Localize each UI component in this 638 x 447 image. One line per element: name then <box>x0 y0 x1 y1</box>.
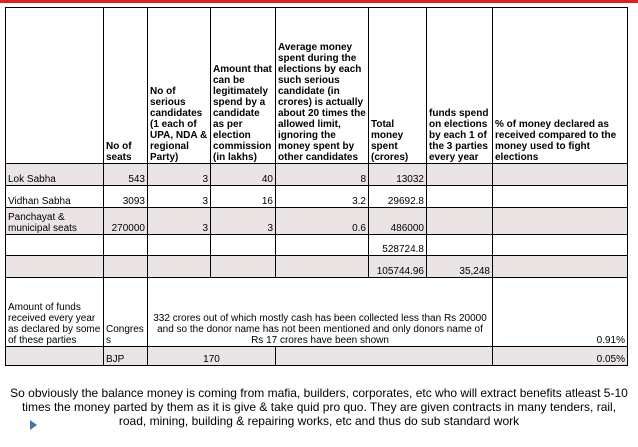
table-row-vidhan-sabha <box>6 186 628 208</box>
top-accent-bar <box>0 0 638 3</box>
percent-cell <box>493 208 628 235</box>
table-row-lok-sabha <box>6 164 628 186</box>
header-average-spend: Average money spent during the elections by each such serious candidate (in crores) is actually about 20 times the allowed limit, ignoring the money spent by other candidates <box>276 8 369 164</box>
funds-cell <box>427 235 493 256</box>
funds-value: 35,248 <box>427 256 493 278</box>
candidates-cell <box>148 256 211 278</box>
header-legit-amount: Amount that can be legitimately spend by a candidate as per election commission (in lakhs) <box>211 8 276 164</box>
percent-cell <box>493 235 628 256</box>
header-blank <box>6 8 104 164</box>
average-value: 3.2 <box>276 186 369 208</box>
congress-note: 332 crores out of which mostly cash has been collected less than Rs 20000 and so the donor name has not been mentioned and only donors name of Rs 17 crores have been shown <box>148 278 493 347</box>
candidates-value: 3 <box>148 164 211 186</box>
percent-cell <box>493 164 628 186</box>
total-value: 486000 <box>369 208 427 235</box>
seats-cell <box>104 235 148 256</box>
candidates-value: 3 <box>148 186 211 208</box>
row-label: Vidhan Sabha <box>6 186 104 208</box>
party-name: BJP <box>104 347 148 366</box>
percent-value: 0.91% <box>493 278 628 347</box>
candidates-cell <box>148 235 211 256</box>
row-label: Lok Sabha <box>6 164 104 186</box>
header-percent-declared: % of money declared as received compared to the money used to fight elections <box>493 8 628 164</box>
party-name: Congress <box>104 278 148 347</box>
row-label: Panchayat & municipal seats <box>6 208 104 235</box>
seats-value: 270000 <box>104 208 148 235</box>
total-value: 105744.96 <box>369 256 427 278</box>
funds-cell <box>427 186 493 208</box>
footer-note: So obviously the balance money is coming from mafia, builders, corporates, etc who will extract benefits atleast 5-10 times the money parted by them as it is give & take quid pro quo. They are given contracts in many tenders, rail, road, mining, building & repairing works, etc and thus do sub standard work <box>10 386 628 428</box>
election-spending-table-container <box>5 7 628 366</box>
bjp-amount: 170 <box>148 347 276 366</box>
seats-value: 543 <box>104 164 148 186</box>
amount-cell <box>211 256 276 278</box>
seats-cell <box>104 256 148 278</box>
header-row <box>6 8 628 164</box>
amount-value: 40 <box>211 164 276 186</box>
amount-cell <box>211 235 276 256</box>
total-value: 29692.8 <box>369 186 427 208</box>
percent-value: 0.05% <box>493 347 628 366</box>
average-value: 8 <box>276 164 369 186</box>
table-row-subtotal <box>6 235 628 256</box>
funds-cell <box>427 208 493 235</box>
header-funds-spend: funds spend on elections by each 1 of the 3 parties every year <box>427 8 493 164</box>
bjp-blank <box>276 347 493 366</box>
candidates-value: 3 <box>148 208 211 235</box>
table-row-yearly <box>6 256 628 278</box>
table-row-bjp-funds <box>6 347 628 366</box>
funds-cell <box>427 164 493 186</box>
table-row-panchayat <box>6 208 628 235</box>
total-value: 13032 <box>369 164 427 186</box>
header-total-spent: Total money spent (crores) <box>369 8 427 164</box>
average-value: 0.6 <box>276 208 369 235</box>
row-label <box>6 347 104 366</box>
header-candidates: No of serious candidates (1 each of UPA, NDA & regional Party) <box>148 8 211 164</box>
average-cell <box>276 256 369 278</box>
seats-value: 3093 <box>104 186 148 208</box>
amount-value: 3 <box>211 208 276 235</box>
percent-cell <box>493 256 628 278</box>
total-value: 528724.8 <box>369 235 427 256</box>
funds-label: Amount of funds received every year as declared by some of these parties <box>6 278 104 347</box>
percent-cell <box>493 186 628 208</box>
row-label <box>6 235 104 256</box>
table-row-congress-funds <box>6 278 628 347</box>
average-cell <box>276 235 369 256</box>
election-spending-table <box>5 7 628 366</box>
row-label <box>6 256 104 278</box>
header-seats: No of seats <box>104 8 148 164</box>
amount-value: 16 <box>211 186 276 208</box>
